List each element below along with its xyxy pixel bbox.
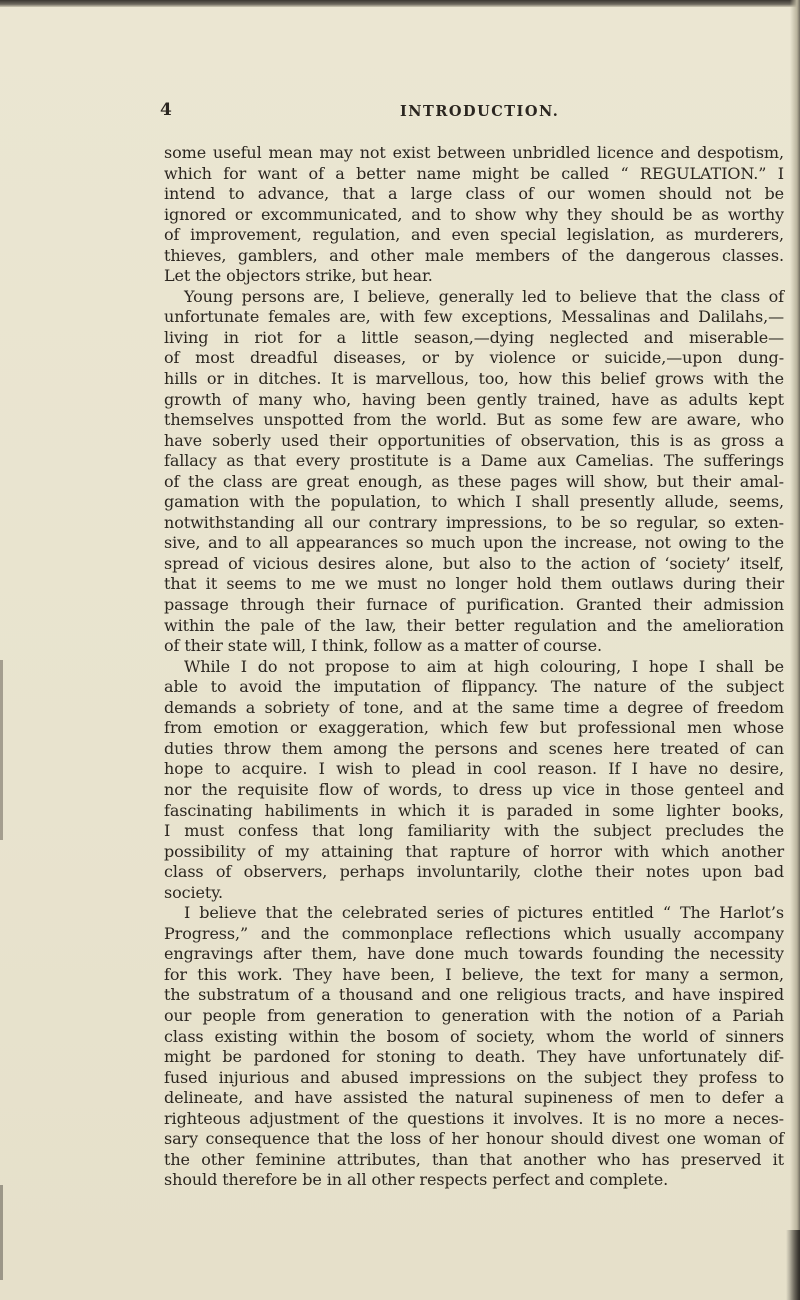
text-line: engravings after them, have done much towards founding the necessity bbox=[164, 944, 784, 964]
text-line: nor the requisite flow of words, to dress up vice in those genteel and bbox=[164, 779, 784, 799]
text-line: I must confess that long familiarity with the subject precludes the bbox=[164, 821, 784, 841]
text-line: righteous adjustment of the questions it involves. It is no more a neces- bbox=[164, 1108, 784, 1128]
text-line: able to avoid the imputation of flippancy. The nature of the subject bbox=[164, 677, 784, 697]
text-line: passage through their furnace of purification. Granted their admission bbox=[164, 595, 784, 615]
text-line: demands a sobriety of tone, and at the same time a degree of freedom bbox=[164, 697, 784, 717]
text-line: of the class are great enough, as these pages will show, but their amal- bbox=[164, 471, 784, 491]
page-top-edge bbox=[0, 0, 800, 7]
text-line: the other feminine attributes, than that another who has preserved it bbox=[164, 1149, 784, 1169]
text-line: that it seems to me we must no longer hold them outlaws during their bbox=[164, 574, 784, 594]
text-line: society. bbox=[164, 882, 224, 902]
body-text bbox=[164, 143, 784, 1191]
text-line: duties throw them among the persons and scenes here treated of can bbox=[164, 738, 784, 758]
page-margin-mark bbox=[0, 660, 3, 840]
text-line: possibility of my attaining that rapture of horror with which another bbox=[164, 841, 784, 861]
page-header bbox=[160, 100, 760, 124]
page-number: 4 bbox=[160, 100, 172, 120]
text-line: some useful mean may not exist between unbridled licence and despotism, bbox=[164, 143, 784, 162]
text-line: for this work. They have been, I believe, the text for many a sermon, bbox=[164, 964, 784, 984]
text-line: of improvement, regulation, and even special legislation, as murderers, bbox=[164, 225, 784, 245]
page-corner-shadow bbox=[786, 1230, 800, 1300]
page-margin-mark bbox=[0, 1185, 3, 1280]
text-line: hope to acquire. I wish to plead in cool reason. If I have no desire, bbox=[164, 759, 784, 779]
text-line: hills or in ditches. It is marvellous, too, how this belief grows with the bbox=[164, 369, 784, 389]
text-line: living in riot for a little season,—dying neglected and miserable— bbox=[164, 327, 784, 347]
text-line: fascinating habiliments in which it is paraded in some lighter books, bbox=[164, 800, 784, 820]
text-line: spread of vicious desires alone, but also to the action of ‘society’ itself, bbox=[164, 553, 784, 573]
text-line: I believe that the celebrated series of pictures entitled “ The Harlot’s bbox=[184, 903, 784, 923]
page-right-edge bbox=[790, 0, 800, 1300]
text-line: gamation with the population, to which I shall presently allude, seems, bbox=[164, 492, 784, 512]
text-line: fused injurious and abused impressions on the subject they profess to bbox=[164, 1067, 784, 1087]
text-line: themselves unspotted from the world. But as some few are aware, who bbox=[164, 410, 784, 430]
running-head: INTRODUCTION. bbox=[400, 103, 560, 120]
text-line: class of observers, perhaps involuntarily, clothe their notes upon bad bbox=[164, 862, 784, 882]
text-line: the substratum of a thousand and one religious tracts, and have inspired bbox=[164, 985, 784, 1005]
text-line: Let the objectors strike, but hear. bbox=[164, 266, 433, 286]
text-line: have soberly used their opportunities of observation, this is as gross a bbox=[164, 430, 784, 450]
text-line: which for want of a better name might be called “ REGULATION.” I bbox=[164, 163, 784, 183]
text-line: from emotion or exaggeration, which few but professional men whose bbox=[164, 718, 784, 738]
text-line: delineate, and have assisted the natural supineness of men to defer a bbox=[164, 1088, 784, 1108]
text-line: ignored or excommunicated, and to show why they should be as worthy bbox=[164, 204, 784, 224]
text-line: sive, and to all appearances so much upon the increase, not owing to the bbox=[164, 533, 784, 553]
text-line: thieves, gamblers, and other male members of the dangerous classes. bbox=[164, 245, 784, 265]
text-line: fallacy as that every prostitute is a Dame aux Camelias. The sufferings bbox=[164, 451, 784, 471]
text-line: While I do not propose to aim at high colouring, I hope I shall be bbox=[184, 656, 784, 676]
text-line: within the pale of the law, their better regulation and the amelioration bbox=[164, 615, 784, 635]
text-line: growth of many who, having been gently trained, have as adults kept bbox=[164, 389, 784, 409]
text-line: of their state will, I think, follow as a matter of course. bbox=[164, 636, 602, 656]
text-line: might be pardoned for stoning to death. They have unfortunately dif- bbox=[164, 1047, 784, 1067]
text-line: of most dreadful diseases, or by violence or suicide,—upon dung- bbox=[164, 348, 784, 368]
text-line: our people from generation to generation with the notion of a Pariah bbox=[164, 1005, 784, 1025]
text-line: intend to advance, that a large class of our women should not be bbox=[164, 184, 784, 204]
text-line: Progress,” and the commonplace reflections which usually accompany bbox=[164, 923, 784, 943]
text-line: sary consequence that the loss of her honour should divest one woman of bbox=[164, 1129, 784, 1149]
text-line: unfortunate females are, with few exceptions, Messalinas and Dalilahs,— bbox=[164, 307, 784, 327]
text-line: Young persons are, I believe, generally led to believe that the class of bbox=[184, 286, 784, 306]
text-line: notwithstanding all our contrary impressions, to be so regular, so exten- bbox=[164, 512, 784, 532]
text-line: class existing within the bosom of society, whom the world of sinners bbox=[164, 1026, 784, 1046]
text-line: should therefore be in all other respects perfect and complete. bbox=[164, 1170, 669, 1190]
